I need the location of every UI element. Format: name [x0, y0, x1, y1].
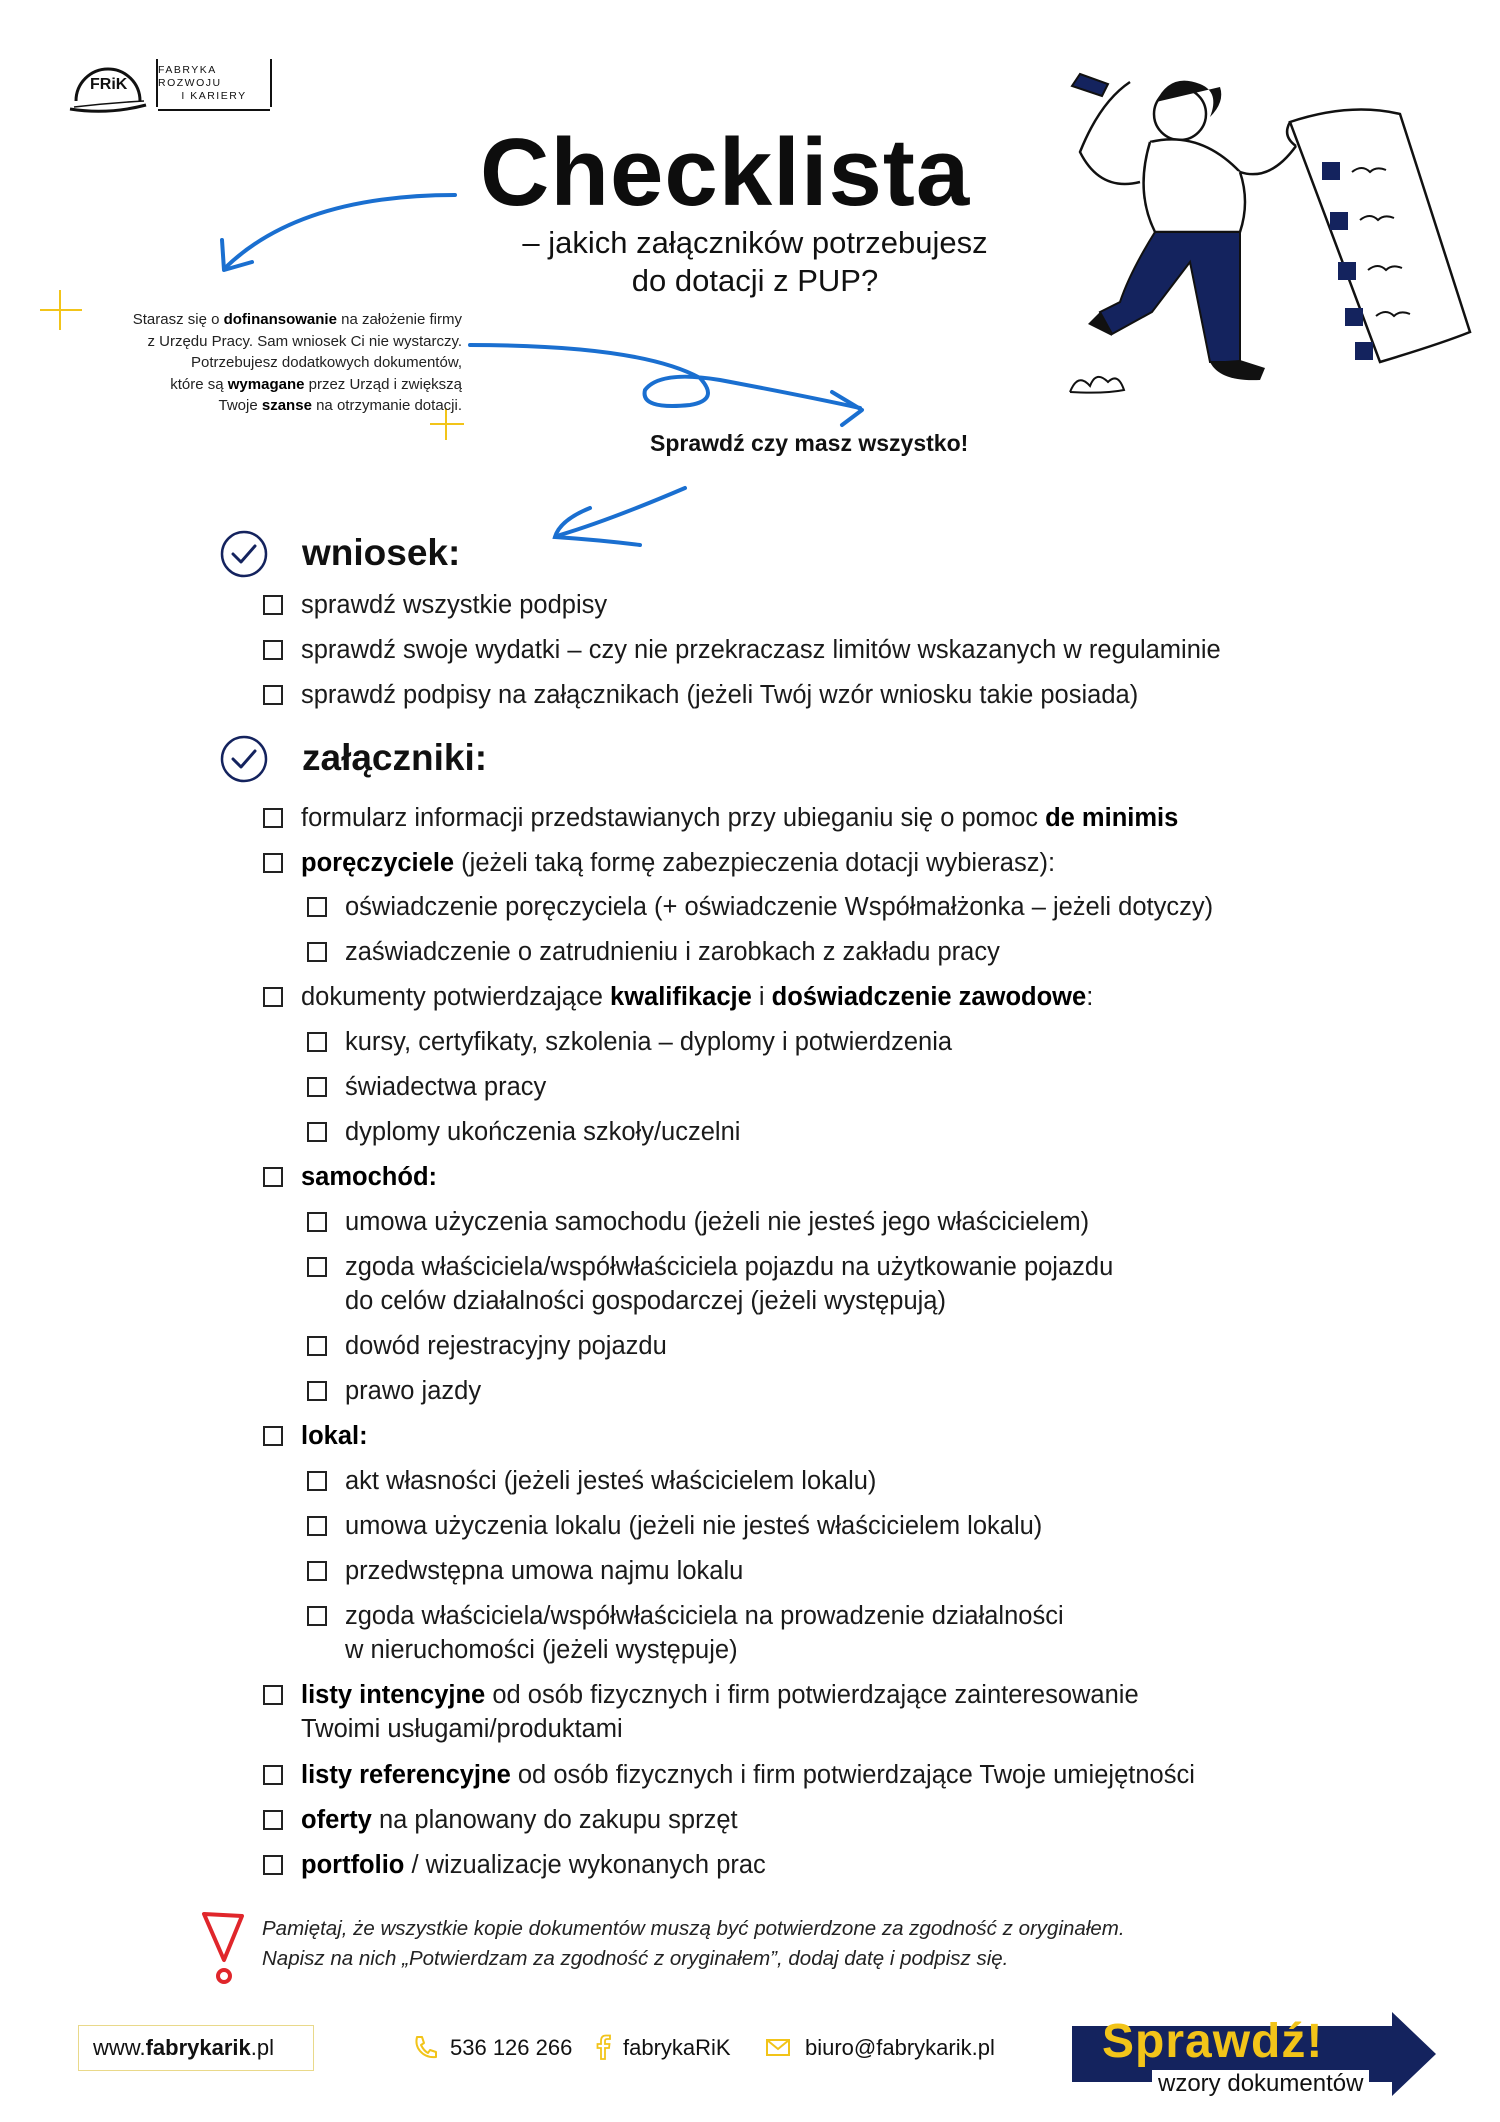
note-text: Pamiętaj, że wszystkie kopie dokumentów muszą być potwierdzone za zgodność z oryginałem. Napisz na nich „Potwierdzam za zgodność z oryginałem”, dodaj datę i podpisz się. — [262, 1917, 1125, 1970]
checkbox[interactable] — [307, 1516, 327, 1536]
checkbox[interactable] — [263, 987, 283, 1007]
page-title: Checklista — [480, 119, 971, 226]
checkbox[interactable] — [307, 897, 327, 917]
checklist-item[interactable]: listy intencyjne od osób fizycznych i firm potwierdzające zainteresowanie Twoimi usługami/produktami — [263, 1678, 1139, 1746]
checklist-subitem[interactable]: kursy, certyfikaty, szkolenia – dyplomy i potwierdzenia — [307, 1025, 952, 1059]
checklist-subitem[interactable]: zgoda właściciela/współwłaściciela pojazdu na użytkowanie pojazdu do celów działalności gospodarczej (jeżeli występują) — [307, 1250, 1113, 1318]
checklist-item[interactable]: samochód: — [263, 1160, 437, 1194]
section-check-icon — [220, 735, 268, 783]
section-check-icon — [220, 530, 268, 578]
checkbox[interactable] — [307, 1471, 327, 1491]
checkbox[interactable] — [307, 1257, 327, 1277]
checkbox[interactable] — [263, 640, 283, 660]
checklist-subitem[interactable]: umowa użyczenia lokalu (jeżeli nie jesteś właścicielem lokalu) — [307, 1509, 1042, 1543]
checkbox[interactable] — [263, 685, 283, 705]
mail-icon — [765, 2034, 791, 2060]
checkbox[interactable] — [263, 808, 283, 828]
person-with-checklist-illustration — [1060, 62, 1480, 422]
email-address[interactable]: biuro@fabrykarik.pl — [805, 2035, 995, 2060]
checkbox[interactable] — [263, 1855, 283, 1875]
check-cta-text: Sprawdź czy masz wszystko! — [650, 430, 969, 456]
checkbox[interactable] — [263, 853, 283, 873]
checklist-item[interactable]: portfolio / wizualizacje wykonanych prac — [263, 1848, 766, 1882]
checklist-item[interactable]: sprawdź wszystkie podpisy — [263, 588, 607, 622]
checkbox[interactable] — [307, 942, 327, 962]
checkbox[interactable] — [263, 1167, 283, 1187]
intro-text: Starasz się o dofinansowanie na założenie firmy z Urzędu Pracy. Sam wniosek Ci nie wystarczy. Potrzebujesz dodatkowych dokumentów, które są wymagane przez Urząd i zwiększą Twoje szanse na otrzymanie dotacji. — [132, 311, 462, 414]
checklist-item[interactable]: poręczyciele (jeżeli taką formę zabezpieczenia dotacji wybierasz): — [263, 846, 1055, 880]
section-title-zalaczniki: załączniki: — [302, 737, 488, 778]
checklist-subitem[interactable]: dowód rejestracyjny pojazdu — [307, 1329, 667, 1363]
checklist-item[interactable]: formularz informacji przedstawianych przy ubieganiu się o pomoc de minimis — [263, 801, 1178, 835]
logo-line-2: I KARIERY — [181, 89, 247, 102]
facebook-handle[interactable]: fabrykaRiK — [623, 2035, 731, 2060]
checkbox[interactable] — [263, 1765, 283, 1785]
checklist-subitem[interactable]: oświadczenie poręczyciela (+ oświadczenie Współmałżonka – jeżeli dotyczy) — [307, 890, 1213, 924]
checklist-subitem[interactable]: zaświadczenie o zatrudnieniu i zarobkach z zakładu pracy — [307, 935, 1000, 969]
checklist-subitem[interactable]: akt własności (jeżeli jesteś właścicielem lokalu) — [307, 1464, 876, 1498]
checklist-subitem[interactable]: przedwstępna umowa najmu lokalu — [307, 1554, 743, 1588]
logo-mark-text: FRiK — [90, 76, 128, 93]
section-title-wniosek: wniosek: — [302, 532, 461, 573]
checkbox[interactable] — [307, 1561, 327, 1581]
website-link[interactable]: www.fabrykarik.pl — [78, 2025, 314, 2071]
checkbox[interactable] — [307, 1077, 327, 1097]
checkbox[interactable] — [263, 595, 283, 615]
badge-title: Sprawdź! — [1102, 2015, 1324, 2068]
checkbox[interactable] — [307, 1122, 327, 1142]
phone-number[interactable]: 536 126 266 — [450, 2035, 573, 2060]
checkbox[interactable] — [307, 1212, 327, 1232]
checklist-subitem[interactable]: świadectwa pracy — [307, 1070, 546, 1104]
checklist-item[interactable]: sprawdź swoje wydatki – czy nie przekraczasz limitów wskazanych w regulaminie — [263, 633, 1221, 667]
subtitle-line-2: do dotacji z PUP? — [631, 263, 879, 298]
checklist-item[interactable]: listy referencyjne od osób fizycznych i firm potwierdzające Twoje umiejętności — [263, 1758, 1195, 1792]
warning-icon — [200, 1908, 246, 1988]
facebook-icon — [590, 2034, 616, 2060]
subtitle-line-1: – jakich załączników potrzebujesz — [522, 225, 988, 260]
checkbox[interactable] — [307, 1032, 327, 1052]
checklist-item[interactable]: dokumenty potwierdzające kwalifikacje i doświadczenie zawodowe: — [263, 980, 1093, 1014]
checklist-subitem[interactable]: zgoda właściciela/współwłaściciela na prowadzenie działalności w nieruchomości (jeżeli występuje) — [307, 1599, 1064, 1667]
checkbox[interactable] — [307, 1381, 327, 1401]
logo-line-1: FABRYKA ROZWOJU — [158, 63, 222, 89]
checklist-subitem[interactable]: umowa użyczenia samochodu (jeżeli nie jesteś jego właścicielem) — [307, 1205, 1089, 1239]
checkbox[interactable] — [307, 1336, 327, 1356]
checkbox[interactable] — [307, 1606, 327, 1626]
badge-subtitle: wzory dokumentów — [1152, 2070, 1369, 2098]
phone-icon — [412, 2034, 438, 2060]
checklist-subitem[interactable]: prawo jazdy — [307, 1374, 481, 1408]
checkbox[interactable] — [263, 1685, 283, 1705]
checklist-subitem[interactable]: dyplomy ukończenia szkoły/uczelni — [307, 1115, 740, 1149]
checklist-item[interactable]: sprawdź podpisy na załącznikach (jeżeli Twój wzór wniosku takie posiada) — [263, 678, 1138, 712]
checklist-item[interactable]: lokal: — [263, 1419, 368, 1453]
check-documents-button[interactable] — [1072, 2012, 1442, 2098]
checkbox[interactable] — [263, 1426, 283, 1446]
checkbox[interactable] — [263, 1810, 283, 1830]
checklist-item[interactable]: oferty na planowany do zakupu sprzęt — [263, 1803, 738, 1837]
